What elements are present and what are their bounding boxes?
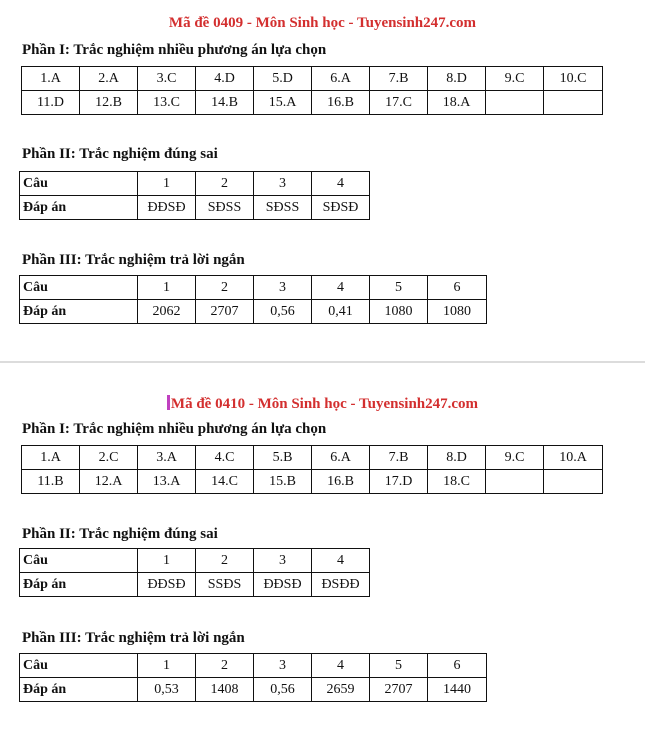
question-cell: 1 <box>138 654 196 678</box>
question-cell: 2 <box>196 276 254 300</box>
section-divider <box>0 361 645 363</box>
answer-cell <box>544 470 603 494</box>
answer-cell: 1440 <box>428 678 487 702</box>
part3-heading: Phần III: Trắc nghiệm trả lời ngắn <box>22 630 245 646</box>
answer-cell: 15.B <box>254 470 312 494</box>
part3-heading: Phần III: Trắc nghiệm trả lời ngắn <box>22 252 245 268</box>
row-label: Câu <box>20 276 138 300</box>
answer-cell: 17.C <box>370 91 428 115</box>
part3-answer-table <box>19 275 487 324</box>
answer-cell: 17.D <box>370 470 428 494</box>
answer-cell: 15.A <box>254 91 312 115</box>
exam-code-title-2 <box>0 395 645 413</box>
answer-cell: 0,56 <box>254 300 312 324</box>
answer-cell: ĐĐSĐ <box>138 196 196 220</box>
answer-cell: 1408 <box>196 678 254 702</box>
question-cell: 1 <box>138 276 196 300</box>
answer-cell: ĐSĐĐ <box>312 573 370 597</box>
answer-cell: 13.C <box>138 91 196 115</box>
answer-cell: 6.A <box>312 67 370 91</box>
answer-cell: 5.B <box>254 446 312 470</box>
table-row <box>20 678 487 702</box>
answer-cell: 2707 <box>196 300 254 324</box>
answer-cell <box>486 470 544 494</box>
table-row <box>20 573 370 597</box>
answer-cell: 1080 <box>370 300 428 324</box>
answer-cell: 16.B <box>312 91 370 115</box>
answer-cell: ĐĐSĐ <box>138 573 196 597</box>
answer-cell: 3.C <box>138 67 196 91</box>
answer-cell: SĐSĐ <box>312 196 370 220</box>
table-row <box>22 91 603 115</box>
row-label: Câu <box>20 549 138 573</box>
part2-answer-table <box>19 548 370 597</box>
text-cursor <box>167 395 170 410</box>
part1-answer-table <box>21 445 603 494</box>
table-row <box>20 196 370 220</box>
answer-cell: 9.C <box>486 446 544 470</box>
exam-code-title: Mã đề 0409 - Môn Sinh học - Tuyensinh247.com <box>168 15 477 31</box>
answer-cell: 1.A <box>22 446 80 470</box>
table-row <box>20 172 370 196</box>
answer-cell: 1.A <box>22 67 80 91</box>
table-row <box>20 300 487 324</box>
answer-cell: 3.A <box>138 446 196 470</box>
answer-cell: 0,53 <box>138 678 196 702</box>
part3-answer-table <box>19 653 487 702</box>
part2-heading: Phần II: Trắc nghiệm đúng sai <box>22 526 218 542</box>
answer-cell: 1080 <box>428 300 487 324</box>
answer-cell: 2659 <box>312 678 370 702</box>
question-cell: 4 <box>312 172 370 196</box>
table-row <box>22 67 603 91</box>
answer-cell: 7.B <box>370 67 428 91</box>
row-label: Câu <box>20 172 138 196</box>
question-cell: 1 <box>138 549 196 573</box>
answer-cell: 2707 <box>370 678 428 702</box>
answer-cell: 8.D <box>428 446 486 470</box>
question-cell: 2 <box>196 654 254 678</box>
answer-cell: 10.A <box>544 446 603 470</box>
answer-cell: 10.C <box>544 67 603 91</box>
answer-cell: 2.C <box>80 446 138 470</box>
table-row <box>22 446 603 470</box>
question-cell: 4 <box>312 276 370 300</box>
answer-cell: 13.A <box>138 470 196 494</box>
part1-heading: Phần I: Trắc nghiệm nhiều phương án lựa chọn <box>22 42 327 58</box>
answer-cell: 14.C <box>196 470 254 494</box>
row-label: Đáp án <box>20 678 138 702</box>
answer-cell: 2.A <box>80 67 138 91</box>
question-cell: 3 <box>254 654 312 678</box>
question-cell: 6 <box>428 654 487 678</box>
part2-heading: Phần II: Trắc nghiệm đúng sai <box>22 146 218 162</box>
table-row <box>20 549 370 573</box>
answer-cell: 0,41 <box>312 300 370 324</box>
question-cell: 2 <box>196 549 254 573</box>
answer-cell: 18.C <box>428 470 486 494</box>
question-cell: 1 <box>138 172 196 196</box>
exam-code-title-text: Mã đề 0410 - Môn Sinh học - Tuyensinh247.com <box>170 396 479 412</box>
answer-cell: 5.D <box>254 67 312 91</box>
row-label: Đáp án <box>20 196 138 220</box>
answer-cell: 4.C <box>196 446 254 470</box>
question-cell: 3 <box>254 549 312 573</box>
question-cell: 4 <box>312 549 370 573</box>
answer-cell: 7.B <box>370 446 428 470</box>
answer-cell: 0,56 <box>254 678 312 702</box>
answer-cell: 4.D <box>196 67 254 91</box>
table-row <box>20 276 487 300</box>
answer-cell: SSĐS <box>196 573 254 597</box>
answer-cell: 12.A <box>80 470 138 494</box>
answer-cell: ĐĐSĐ <box>254 573 312 597</box>
answer-cell: 18.A <box>428 91 486 115</box>
part1-heading: Phần I: Trắc nghiệm nhiều phương án lựa chọn <box>22 421 327 437</box>
answer-cell <box>544 91 603 115</box>
answer-cell: 16.B <box>312 470 370 494</box>
row-label: Đáp án <box>20 573 138 597</box>
answer-cell <box>486 91 544 115</box>
row-label: Đáp án <box>20 300 138 324</box>
answer-cell: 11.B <box>22 470 80 494</box>
answer-cell: SĐSS <box>196 196 254 220</box>
answer-cell: 11.D <box>22 91 80 115</box>
answer-cell: 2062 <box>138 300 196 324</box>
answer-cell: 6.A <box>312 446 370 470</box>
question-cell: 2 <box>196 172 254 196</box>
question-cell: 5 <box>370 654 428 678</box>
question-cell: 5 <box>370 276 428 300</box>
answer-cell: 8.D <box>428 67 486 91</box>
question-cell: 3 <box>254 276 312 300</box>
question-cell: 4 <box>312 654 370 678</box>
answer-cell: 9.C <box>486 67 544 91</box>
part1-answer-table <box>21 66 603 115</box>
question-cell: 6 <box>428 276 487 300</box>
table-row <box>20 654 487 678</box>
part2-answer-table <box>19 171 370 220</box>
table-row <box>22 470 603 494</box>
question-cell: 3 <box>254 172 312 196</box>
answer-cell: SĐSS <box>254 196 312 220</box>
answer-cell: 12.B <box>80 91 138 115</box>
answer-cell: 14.B <box>196 91 254 115</box>
row-label: Câu <box>20 654 138 678</box>
